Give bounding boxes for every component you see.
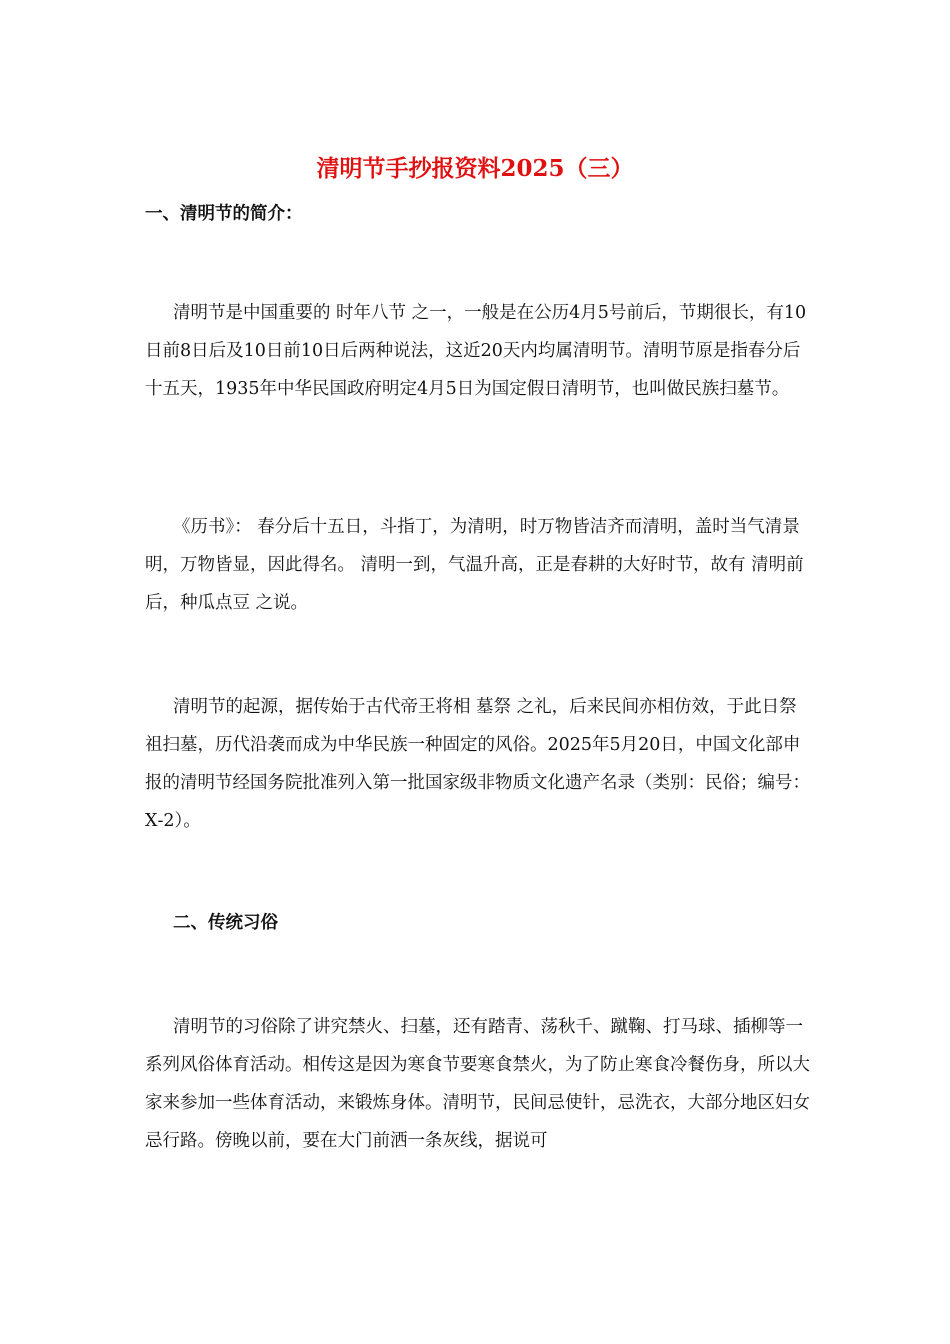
paragraph-intro-2 — [145, 508, 810, 622]
paragraph-customs-1 — [145, 1008, 810, 1160]
section-heading-customs: 二、传统习俗 — [173, 913, 278, 933]
paragraph-text: 《历书》： 春分后十五日，斗指丁，为清明，时万物皆洁齐而清明，盖时当气清景明，万物皆显，因此得名。 清明一到，气温升高，正是春耕的大好时节，故有 清明前后，种瓜点豆 之说。 — [145, 517, 804, 613]
paragraph-intro-1 — [145, 294, 810, 408]
section-heading-intro: 一、清明节的简介： — [145, 204, 303, 224]
paragraph-text: 清明节的起源，据传始于古代帝王将相 墓祭 之礼，后来民间亦相仿效，于此日祭祖扫墓，历代沿袭而成为中华民族一种固定的风俗。2025年5月20日，中国文化部申报的清明节经国务院批准列入第一批国家级非物质文化遗产名录（类别：民俗；编号：Ⅹ-2）。 — [145, 697, 810, 831]
document-title: 清明节手抄报资料2025（三） — [316, 155, 634, 182]
paragraph-intro-3 — [145, 688, 810, 840]
paragraph-text: 清明节是中国重要的 时年八节 之一，一般是在公历4月5号前后，节期很长，有10日前8日后及10日前10日后两种说法，这近20天内均属清明节。清明节原是指春分后十五天，1935年中华民国政府明定4月5日为国定假日清明节，也叫做民族扫墓节。 — [145, 303, 807, 399]
paragraph-text: 清明节的习俗除了讲究禁火、扫墓，还有踏青、荡秋千、蹴鞠、打马球、插柳等一系列风俗体育活动。相传这是因为寒食节要寒食禁火，为了防止寒食冷餐伤身，所以大家来参加一些体育活动，来锻炼身体。清明节，民间忌使针，忌洗衣，大部分地区妇女忌行路。傍晚以前，要在大门前洒一条灰线，据说可 — [145, 1017, 810, 1151]
